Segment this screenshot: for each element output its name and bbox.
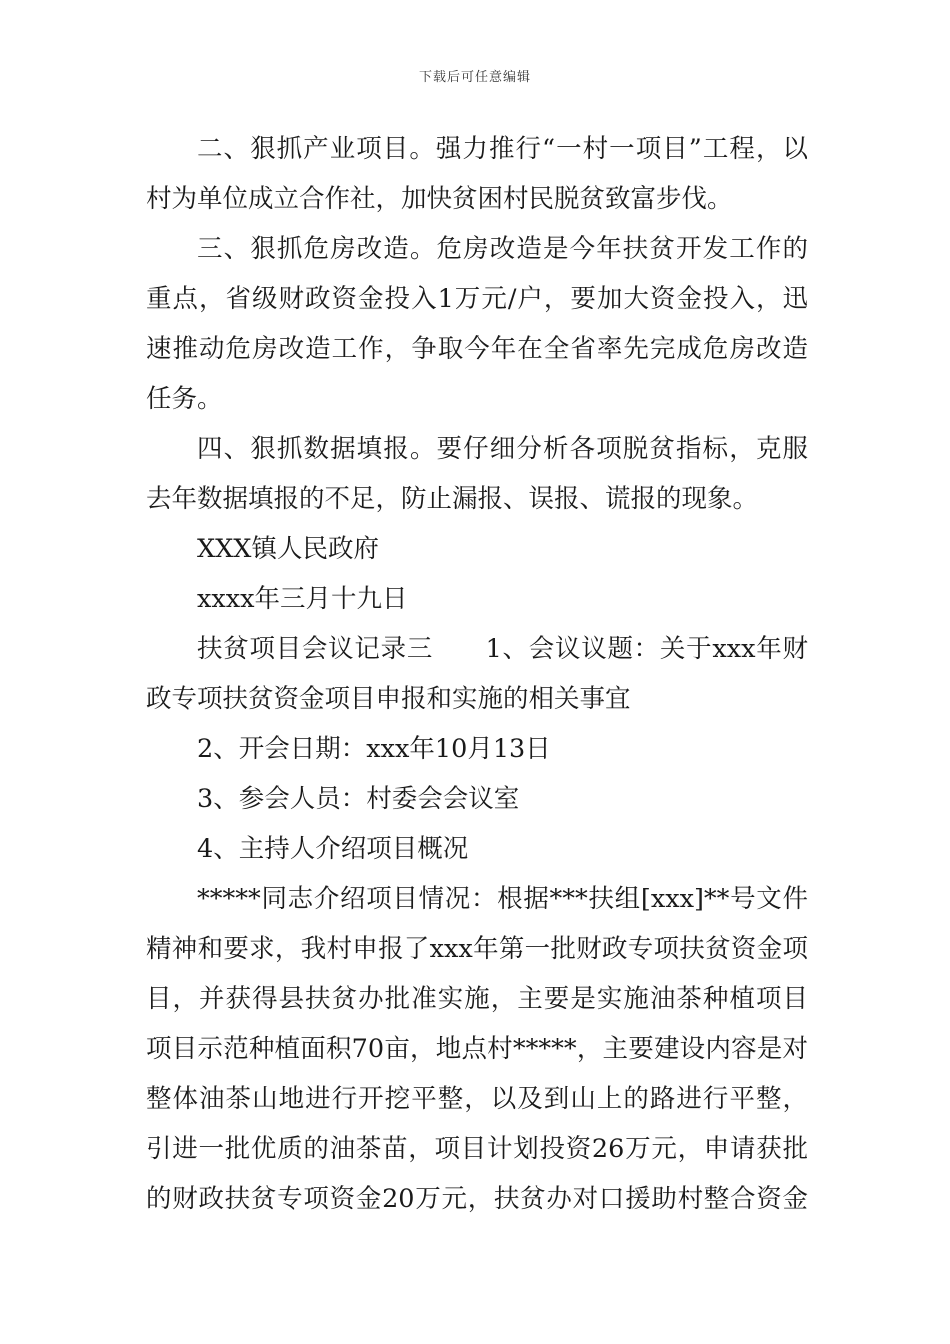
meeting-record-title: 扶贫项目会议记录三 1、会议议题：关于xxx年财政专项扶贫资金项目申报和实施的相关事宜 [146, 634, 808, 714]
page-header-note: 下载后可任意编辑 [418, 70, 531, 85]
signature-date: xxxx年三月十九日 [197, 584, 408, 614]
meeting-host-intro: 4、主持人介绍项目概况 [197, 834, 469, 864]
meeting-date: 2、开会日期：xxx年10月13日 [197, 734, 551, 764]
project-description: *****同志介绍项目情况：根据***扶组[xxx]**号文件精神和要求，我村申报了xxx年第一批财政专项扶贫资金项目，并获得县扶贫办批准实施，主要是实施油茶种植项目项目示范种植面积70亩，地点村*****，主要建设内容是对整体油茶山地进行开挖平整，以及到山上的路进行平整，引进一批优质的油茶苗，项目计划投资26万元，申请获批的财政扶贫专项资金20万元，扶贫办对口援助村整合资金 [146, 884, 808, 1214]
paragraph-industry-projects: 二、狠抓产业项目。强力推行“一村一项目”工程，以村为单位成立合作社，加快贫困村民脱贫致富步伐。 [146, 134, 808, 214]
document-body [146, 124, 808, 1224]
meeting-attendees: 3、参会人员：村委会会议室 [197, 784, 520, 814]
paragraph-data-reporting: 四、狠抓数据填报。要仔细分析各项脱贫指标，克服去年数据填报的不足，防止漏报、误报、谎报的现象。 [146, 434, 808, 514]
signature-government: XXX镇人民政府 [197, 534, 379, 564]
paragraph-dangerous-housing: 三、狠抓危房改造。危房改造是今年扶贫开发工作的重点，省级财政资金投入1万元/户，要加大资金投入，迅速推动危房改造工作，争取今年在全省率先完成危房改造任务。 [146, 234, 808, 414]
